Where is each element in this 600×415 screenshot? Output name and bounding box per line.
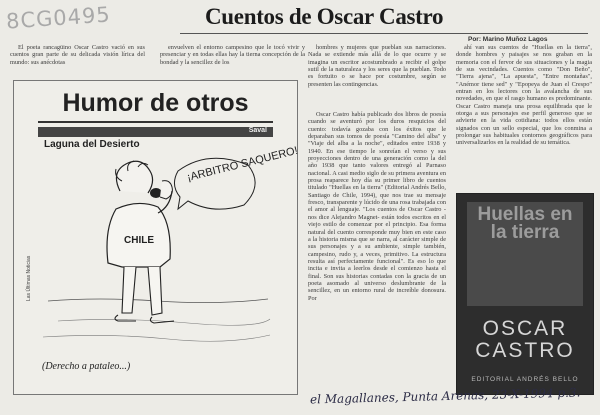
book-publisher: EDITORIAL ANDRÉS BELLO xyxy=(471,376,579,383)
column-3 xyxy=(308,44,446,88)
handwritten-source-note: el Magallanes, Punta Arenas, 23-X-1994 p.3. xyxy=(309,385,581,407)
book-title: Huellas en la tierra xyxy=(477,204,573,243)
book-author-line1: OSCAR xyxy=(482,317,568,340)
archive-code: 8CG0495 xyxy=(5,2,112,34)
cartoon-subtitle: Laguna del Desierto xyxy=(44,139,140,150)
column-1 xyxy=(10,44,145,66)
column-4-text: ahí van sus cuentos de "Huellas en la tierra", donde hombres y paisajes se nos graban en la memoria con el fervor de sus situaciones y la magia de sus vecindades. Cuentos como "Don Beño", "Tierra ajena", "La apuesta", "Entre montañas", "Anémor tiene sed" y "Epopeya de Juan el Crespo" entran en los lectores con la avalancha de sus novedades, en que el rasgo humano es predominante. Oscar Castro maneja una prosa equilibrada que le otorga a sus personajes ese perfil generoso que se advierte en la vida cotidiana: todos ellos están signados con un sello especial, que los conmina a prolongar sus habituales contornos geográficos para universalizarlos en la realidad de su temática. xyxy=(456,44,592,147)
cartoon-side-credit: Las Últimas Noticias xyxy=(26,255,32,301)
column-2-text: envuelven el entorno campesino que le tocó vivir y presenciar y en todas ellas hay la tierna concepción de la bondad y la sencillez de los xyxy=(160,44,305,66)
cartoon-title: Humor de otros xyxy=(62,89,249,117)
shirt-label: CHILE xyxy=(124,235,154,246)
column-3b-text: Oscar Castro había publicado dos libros de poesía cuando se aventuró por los duros resquicios del cuento: todavía gozaba con los éxitos que le deparaban sus tomos de poesía "Camino del alba" y "Viaje del alba a la noche", editados entre 1938 y 1940. En ese tiempo le sonreían el verso y sus proyecciones dentro de una generación como la del año 1938 que tanto valores entregó al Parnaso nacional. A casi medio siglo de su primera aventura en prosa reaparece hoy día su primer libro de cuentos titulado "Huellas en la tierra" (Editorial Andrés Bello, Santiago de Chile, 1994), que nos trae su mensaje fresco, transparente y lúcido de una rosa trabajada con el amor al lenguaje. "Los cuentos de Oscar Castro -nos dice Alejandro Magnet- están todos escritos en el viejo estilo de comenzar por el principio. Esa forma natural del cuento corresponde muy bien en este caso a la historia misma que se narra, al carácter simple de sus personajes y a su ambiente, simple también, campesino, rudo y, a veces, primitivo. La estructura resulta así perfectamente funcional". Es eso lo que incita e invita a leerlos desde el comienzo hasta el final. Son sus historias contadas con la gracia de un poeta asomado al universo deslumbrante de la sencillez, en un entorno rural de increíble donosura. Por xyxy=(308,111,446,302)
speech-bubble-text: ¡ARBITRO SAQUERO! xyxy=(185,144,300,184)
cartoon-title-rule xyxy=(38,121,273,123)
column-1-text: El poeta rancagüino Oscar Castro vació en sus cuentos gran parte de su delicada visión lírica del mundo: sus anécdotas xyxy=(10,44,145,66)
column-3-continued xyxy=(308,111,446,302)
book-author-line2: CASTRO xyxy=(475,339,575,362)
book-cover xyxy=(456,193,594,395)
column-4 xyxy=(456,44,592,147)
column-2 xyxy=(160,44,305,66)
cartoon-caption: (Derecho a pataleo...) xyxy=(42,361,131,372)
cartoon-author: Saval xyxy=(248,127,267,134)
cartoon-author-bar xyxy=(38,127,273,137)
book-author xyxy=(457,318,593,362)
headline-rule xyxy=(180,33,588,34)
cartoon xyxy=(13,80,298,395)
byline: Por: Marino Muñoz Lagos xyxy=(468,36,548,43)
headline: Cuentos de Oscar Castro xyxy=(205,4,444,29)
column-3-text: hombres y mujeres que pueblan sus narraciones. Nada se extiende más allá de lo que ocurre y se imagina un escritor acostumbrado a recibir el golpe sutil de la naturaleza y los seres que la pueblan. Todo es fortuito o se hace por costumbre, según se presenten las contingencias. xyxy=(308,44,446,88)
